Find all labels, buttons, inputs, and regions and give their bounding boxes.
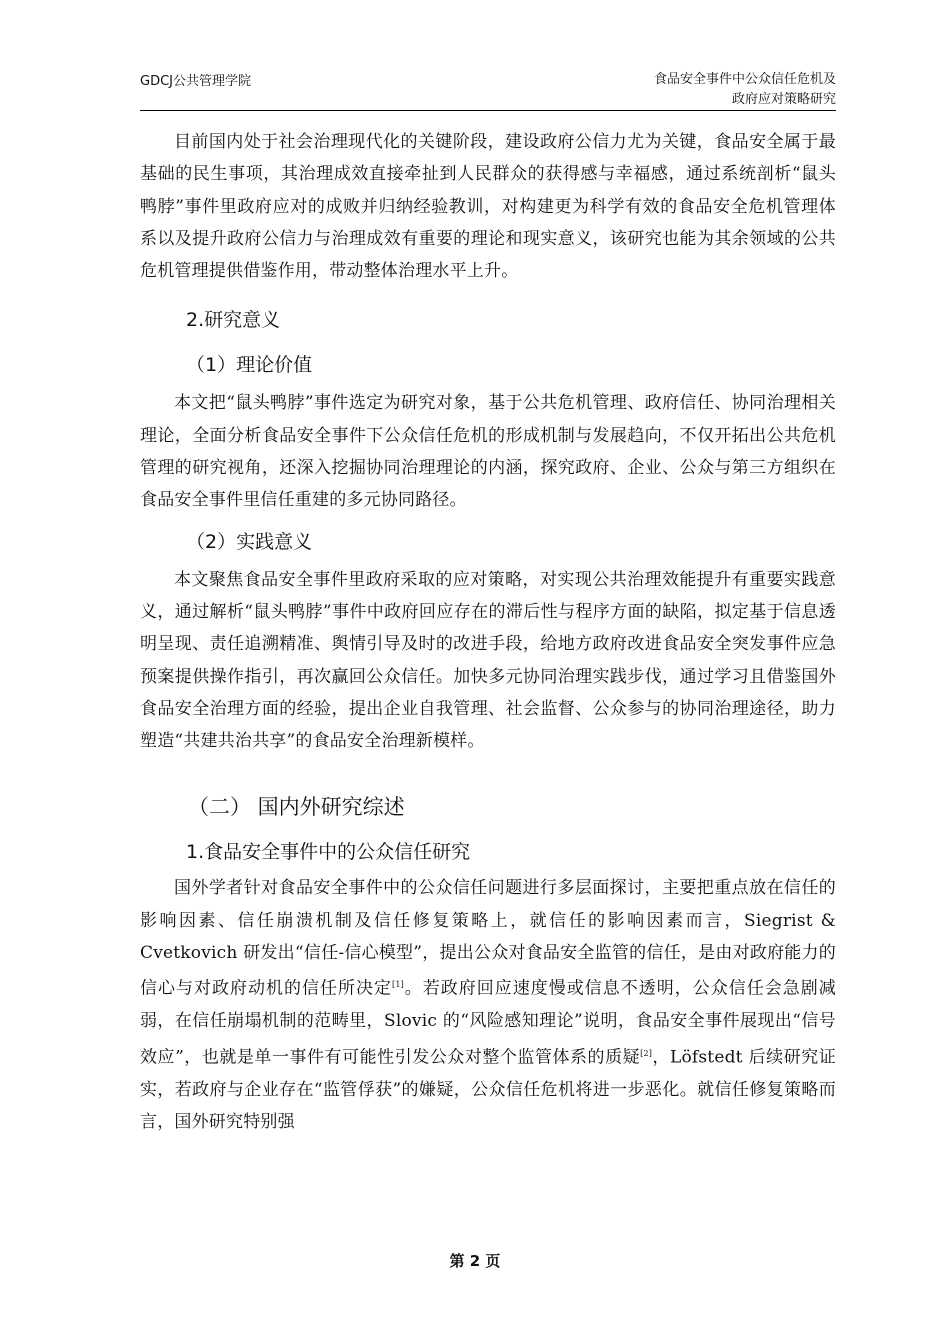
- citation-2: [2]: [640, 1048, 653, 1058]
- paragraph-public-trust-part3: ，Löfstedt 后续研究证实，若政府与企业存在“监管俘获”的嫌疑，公众信任危机将进一步恶化。就信任修复策略而言，国外研究特别强: [140, 1047, 836, 1132]
- header-title: [654, 70, 836, 110]
- heading-theoretical-value: （1）理论价值: [186, 354, 313, 377]
- header-title-line2: 政府应对策略研究: [731, 92, 836, 107]
- heading-literature-review: （二） 国内外研究综述: [188, 795, 405, 820]
- paragraph-public-trust-part2: 。若政府回应速度慢或信息不透明，公众信任会急剧减弱，在信任崩塌机制的范畴里，Slovic 的“风险感知理论”说明，食品安全事件展现出“信号效应”，也就是单一事件有可能性引发公众对整个监管体系的质疑: [140, 979, 836, 1068]
- paragraph-public-trust-part1: 国外学者针对食品安全事件中的公众信任问题进行多层面探讨，主要把重点放在信任的影响因素、信任崩溃机制及信任修复策略上，就信任的影响因素而言，Siegrist & Cvetkovich 研发出“信任-信心模型”，提出公众对食品安全监管的信任，是由对政府能力的信心与对政府动机的信任所决定: [140, 878, 836, 999]
- paragraph-public-trust: [140, 872, 836, 1138]
- heading-public-trust-research: 1.食品安全事件中的公众信任研究: [186, 841, 471, 864]
- paragraph-practical-significance: 本文聚焦食品安全事件里政府采取的应对策略，对实现公共治理效能提升有重要实践意义，通过解析“鼠头鸭脖”事件中政府回应存在的滞后性与程序方面的缺陷，拟定基于信息透明呈现、责任追溯精准、舆情引导及时的改进手段，给地方政府改进食品安全突发事件应急预案提供操作指引，再次赢回公众信任。加快多元协同治理实践步伐，通过学习且借鉴国外食品安全治理方面的经验，提出企业自我管理、社会监督、公众参与的协同治理途径，助力塑造“共建共治共享”的食品安全治理新模样。: [140, 569, 836, 752]
- header-title-line1: 食品安全事件中公众信任危机及: [653, 72, 836, 87]
- page-number: 第 2 页: [449, 1252, 501, 1270]
- heading-practical-significance: （2）实践意义: [186, 530, 313, 553]
- page-body: [140, 126, 836, 1138]
- paragraph-theoretical-value: 本文把“鼠头鸭脖”事件选定为研究对象，基于公共危机管理、政府信任、协同治理相关理论，全面分析食品安全事件下公众信任危机的形成机制与发展趋向，不仅开拓出公共危机管理的研究视角，还深入挖掘协同治理理论的内涵，探究政府、企业、公众与第三方组织在食品安全事件里信任重建的多元协同路径。: [140, 393, 836, 511]
- heading-research-significance: 2.研究意义: [186, 309, 281, 332]
- paragraph-intro: 目前国内处于社会治理现代化的关键阶段，建设政府公信力尤为关键，食品安全属于最基础的民生事项，其治理成效直接牵扯到人民群众的获得感与幸福感，通过系统剖析“鼠头鸭脖”事件里政府应对的成败并归纳经验教训，对构建更为科学有效的食品安全危机管理体系以及提升政府公信力与治理成效有重要的理论和现实意义，该研究也能为其余领域的公共危机管理提供借鉴作用，带动整体治理水平上升。: [140, 132, 836, 282]
- header-institution: GDCJ公共管理学院: [140, 74, 251, 89]
- header-divider: [140, 110, 836, 111]
- citation-1: [1]: [392, 980, 404, 990]
